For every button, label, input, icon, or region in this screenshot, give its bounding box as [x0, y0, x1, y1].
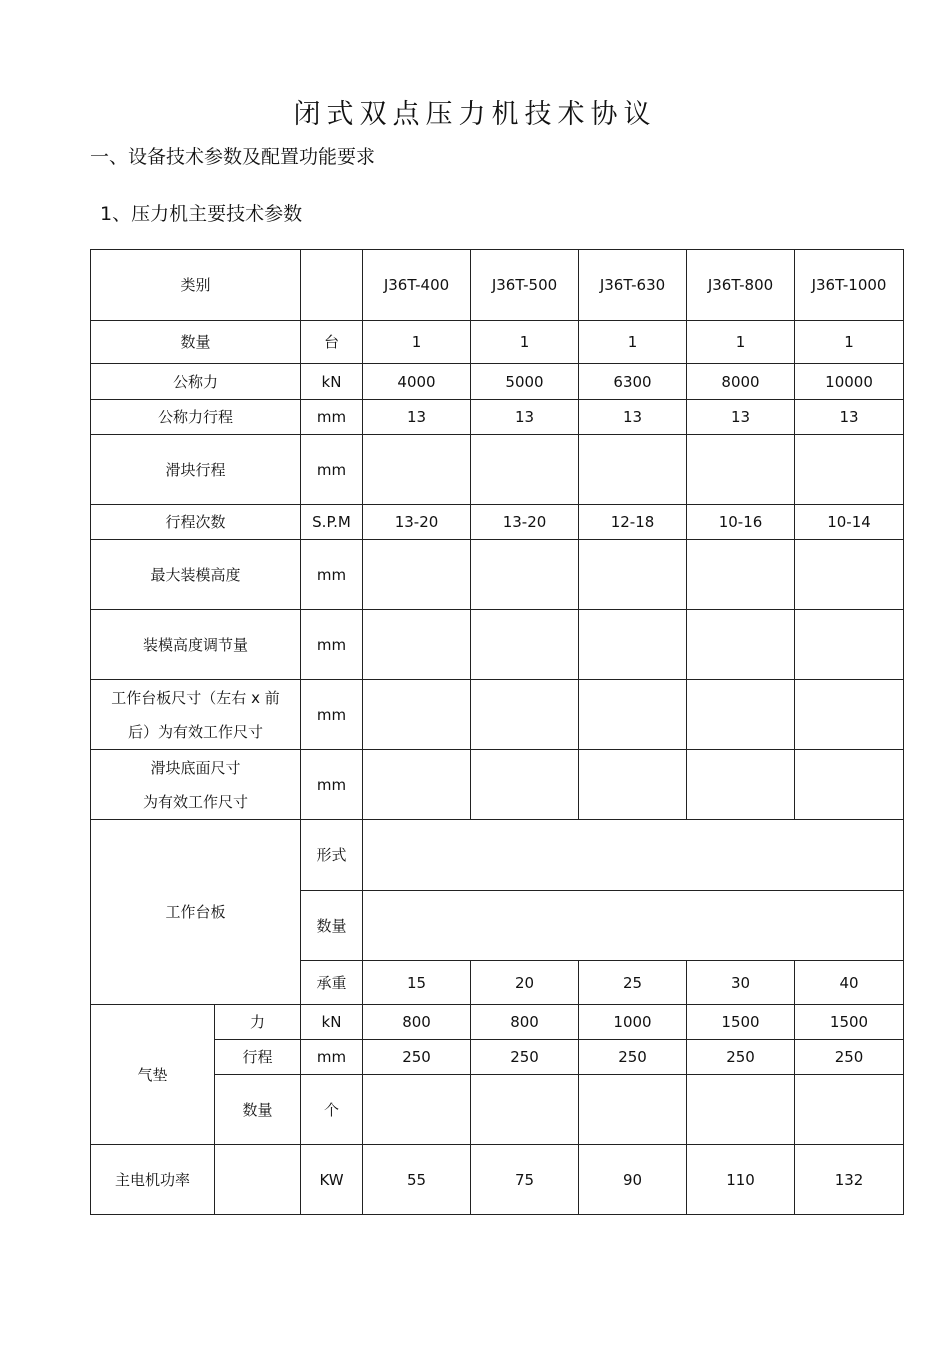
- table-cell: 250: [579, 1040, 687, 1075]
- table-row-strokes-per-minute: [91, 505, 904, 540]
- row-unit: 台: [301, 321, 363, 364]
- row-label: [91, 680, 301, 750]
- row-unit: mm: [301, 540, 363, 610]
- table-cell: 250: [795, 1040, 904, 1075]
- table-cell: 1500: [687, 1005, 795, 1040]
- row-label: 公称力行程: [91, 400, 301, 435]
- table-cell: 13: [363, 400, 471, 435]
- table-cell: [687, 540, 795, 610]
- table-cell: 1: [579, 321, 687, 364]
- row-label-line: 工作台板尺寸（左右 x 前: [111, 688, 280, 707]
- row-label-line: 滑块底面尺寸: [150, 758, 241, 777]
- section-heading: 一、设备技术参数及配置功能要求: [90, 146, 376, 168]
- table-cell: 1000: [579, 1005, 687, 1040]
- table-cell: 1: [687, 321, 795, 364]
- table-cell: [579, 680, 687, 750]
- table-cell: 55: [363, 1145, 471, 1215]
- row-unit: mm: [301, 610, 363, 680]
- table-cell: 250: [687, 1040, 795, 1075]
- table-row-die-height-adjust: [91, 610, 904, 680]
- row-unit: mm: [301, 1040, 363, 1075]
- document-title: 闭式双点压力机技术协议: [293, 99, 657, 130]
- table-cell: 40: [795, 961, 904, 1005]
- table-cell: [471, 680, 579, 750]
- table-cell: 90: [579, 1145, 687, 1215]
- table-cell: 20: [471, 961, 579, 1005]
- header-model-cell: J36T-400: [363, 250, 471, 321]
- table-cell: 250: [363, 1040, 471, 1075]
- bolster-form-value: [363, 820, 904, 891]
- table-cell: [795, 435, 904, 505]
- table-cell: 13: [795, 400, 904, 435]
- table-row-header: [91, 250, 904, 321]
- row-label: 主电机功率: [91, 1145, 215, 1215]
- header-model-cell: J36T-800: [687, 250, 795, 321]
- table-cell: [795, 750, 904, 820]
- table-cell: [687, 610, 795, 680]
- table-cell: [687, 435, 795, 505]
- row-label: 力: [215, 1005, 301, 1040]
- table-cell: 30: [687, 961, 795, 1005]
- table-cell: 110: [687, 1145, 795, 1215]
- table-cell: [471, 435, 579, 505]
- row-unit: KW: [301, 1145, 363, 1215]
- table-cell: 4000: [363, 364, 471, 400]
- table-cell: [795, 540, 904, 610]
- header-model-cell: J36T-1000: [795, 250, 904, 321]
- table-cell: [687, 1075, 795, 1145]
- table-row-max-die-height: [91, 540, 904, 610]
- row-unit: mm: [301, 680, 363, 750]
- row-unit: mm: [301, 750, 363, 820]
- table-cell: [363, 750, 471, 820]
- table-cell: 1: [471, 321, 579, 364]
- table-cell: 25: [579, 961, 687, 1005]
- table-cell: 13-20: [363, 505, 471, 540]
- table-cell: [471, 1075, 579, 1145]
- row-label: [91, 750, 301, 820]
- table-cell: 13-20: [471, 505, 579, 540]
- row-label: 装模高度调节量: [91, 610, 301, 680]
- header-model-cell: J36T-500: [471, 250, 579, 321]
- table-cell: 13: [471, 400, 579, 435]
- table-cell: [579, 1075, 687, 1145]
- row-label: 行程: [215, 1040, 301, 1075]
- table-cell: [363, 610, 471, 680]
- row-label-line: 后）为有效工作尺寸: [128, 722, 264, 741]
- table-cell: 10-14: [795, 505, 904, 540]
- row-unit: 形式: [301, 820, 363, 891]
- table-cell: 10000: [795, 364, 904, 400]
- table-cell: [363, 1075, 471, 1145]
- row-unit: S.P.M: [301, 505, 363, 540]
- table-cell: [687, 680, 795, 750]
- header-unit-cell: [301, 250, 363, 321]
- row-unit: 承重: [301, 961, 363, 1005]
- empty-cell: [215, 1145, 301, 1215]
- table-cell: [579, 750, 687, 820]
- table-cell: 800: [363, 1005, 471, 1040]
- table-row-bolster-size: [91, 680, 904, 750]
- table-cell: [579, 540, 687, 610]
- table-cell: 75: [471, 1145, 579, 1215]
- header-category-cell: 类别: [91, 250, 301, 321]
- table-row-quantity: [91, 321, 904, 364]
- table-cell: 13: [687, 400, 795, 435]
- table-cell: [579, 610, 687, 680]
- table-cell: 1500: [795, 1005, 904, 1040]
- table-cell: [363, 435, 471, 505]
- table-cell: 132: [795, 1145, 904, 1215]
- table-row-main-motor: [91, 1145, 904, 1215]
- row-label-line: 为有效工作尺寸: [143, 792, 249, 811]
- row-label: 滑块行程: [91, 435, 301, 505]
- bolster-group-label: 工作台板: [91, 820, 301, 1005]
- table-cell: [795, 1075, 904, 1145]
- spec-table: [90, 249, 904, 1215]
- row-unit: mm: [301, 435, 363, 505]
- table-cell: 1: [363, 321, 471, 364]
- table-cell: [687, 750, 795, 820]
- row-unit: mm: [301, 400, 363, 435]
- bolster-quantity-value: [363, 891, 904, 961]
- table-row-nominal-force: [91, 364, 904, 400]
- table-cell: 10-16: [687, 505, 795, 540]
- table-cell: 13: [579, 400, 687, 435]
- table-cell: [471, 610, 579, 680]
- cushion-group-label: 气垫: [91, 1005, 215, 1145]
- row-label: 数量: [215, 1075, 301, 1145]
- table-cell: [363, 680, 471, 750]
- table-row-cushion-force: [91, 1005, 904, 1040]
- table-cell: 250: [471, 1040, 579, 1075]
- row-label: 数量: [91, 321, 301, 364]
- table-cell: 5000: [471, 364, 579, 400]
- table-cell: 1: [795, 321, 904, 364]
- row-label: 最大装模高度: [91, 540, 301, 610]
- table-cell: [471, 540, 579, 610]
- table-row-slide-bottom-size: [91, 750, 904, 820]
- table-cell: 800: [471, 1005, 579, 1040]
- table-cell: [795, 610, 904, 680]
- table-cell: 6300: [579, 364, 687, 400]
- table-cell: 8000: [687, 364, 795, 400]
- row-label: 公称力: [91, 364, 301, 400]
- subsection-heading: 1、压力机主要技术参数: [100, 203, 303, 225]
- table-cell: 15: [363, 961, 471, 1005]
- row-unit: 个: [301, 1075, 363, 1145]
- row-unit: kN: [301, 364, 363, 400]
- table-cell: [579, 435, 687, 505]
- table-cell: 12-18: [579, 505, 687, 540]
- table-cell: [471, 750, 579, 820]
- table-row-slide-stroke: [91, 435, 904, 505]
- table-cell: [363, 540, 471, 610]
- row-unit: 数量: [301, 891, 363, 961]
- row-unit: kN: [301, 1005, 363, 1040]
- table-cell: [795, 680, 904, 750]
- header-model-cell: J36T-630: [579, 250, 687, 321]
- table-row-bolster-form: [91, 820, 904, 891]
- row-label: 行程次数: [91, 505, 301, 540]
- table-row-nominal-stroke: [91, 400, 904, 435]
